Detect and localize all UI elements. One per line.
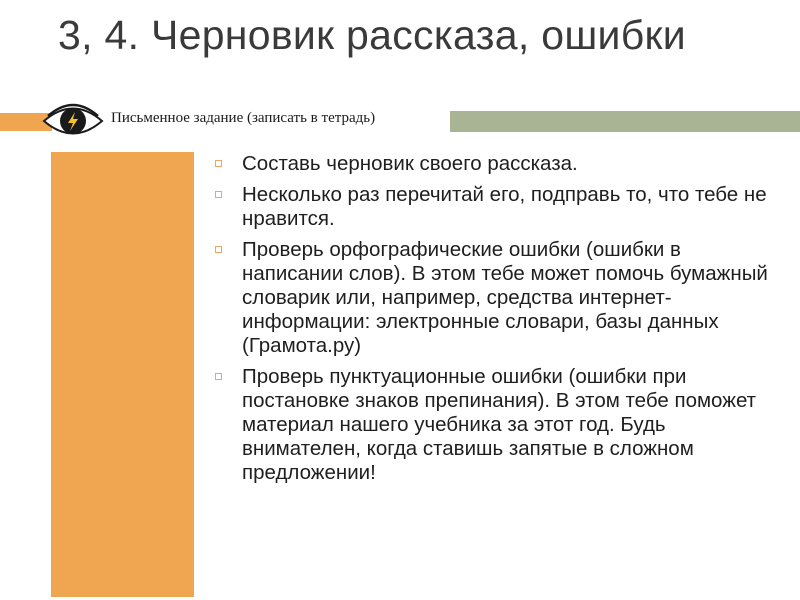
task-list: [212, 152, 772, 492]
list-item: [212, 183, 772, 231]
slide-title: 3, 4. Черновик рассказа, ошибки: [58, 12, 686, 58]
slide-subtitle: Письменное задание (записать в тетрадь): [111, 110, 376, 126]
square-bullet-icon: [215, 246, 222, 253]
list-item: [212, 152, 772, 176]
list-item: [212, 238, 772, 358]
list-item-text: Несколько раз перечитай его, подправь то, что тебе не нравится.: [242, 183, 767, 230]
list-item-text: Составь черновик своего рассказа.: [242, 152, 578, 175]
orange-panel: [51, 152, 194, 597]
square-bullet-icon: [215, 160, 222, 167]
list-item-text: Проверь пунктуационные ошибки (ошибки при постановке знаков препинания). В этом тебе поможет материал нашего учебника за этот год. Будь внимателен, когда ставишь запятые в сложном предложении!: [242, 365, 757, 484]
list-item-text: Проверь орфографические ошибки (ошибки в написании слов). В этом тебе может помочь бумажный словарик или, например, средства интернет-информации: электронные словари, базы данных (Грамота.ру): [242, 238, 768, 357]
list-item: [212, 365, 772, 485]
sage-accent-bar: [450, 111, 800, 132]
eye-icon: [42, 100, 104, 142]
square-bullet-icon: [215, 191, 222, 198]
square-bullet-icon: [215, 373, 222, 380]
